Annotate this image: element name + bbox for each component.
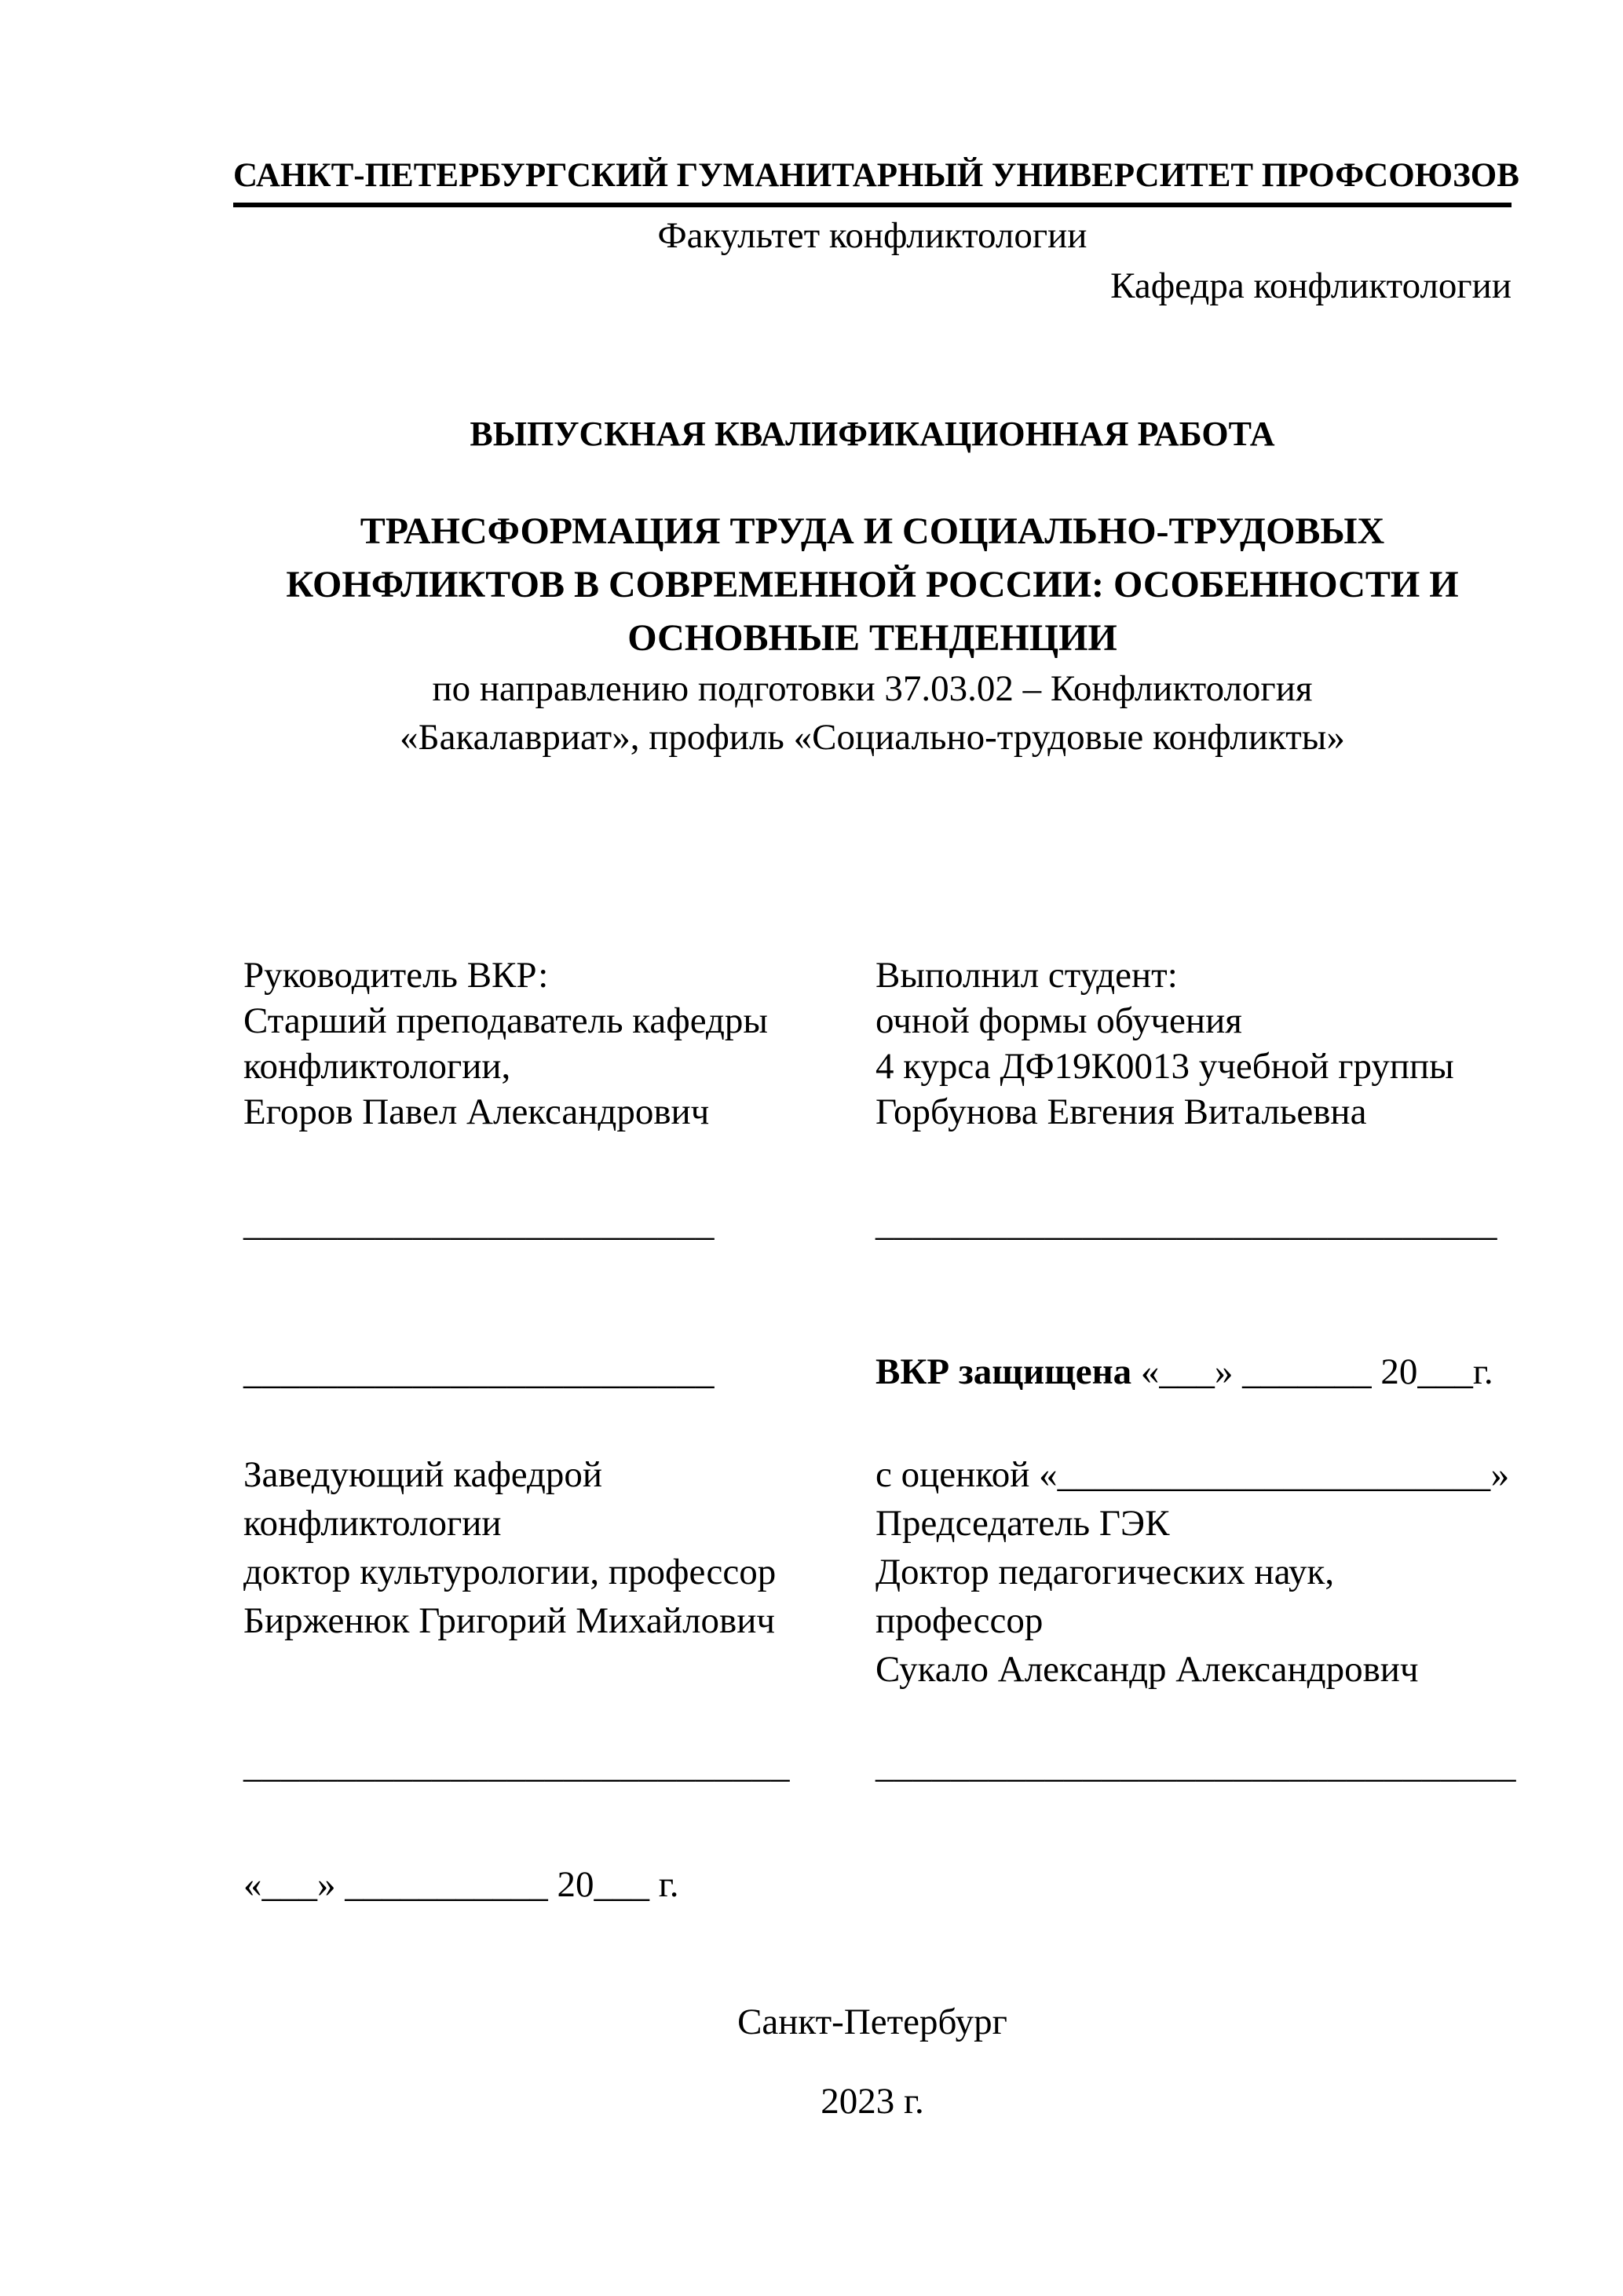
supervisor-signature-line: _________________________ [243, 1203, 715, 1244]
student-block [875, 952, 1515, 1135]
department-head-line: конфликтологии [243, 1503, 502, 1544]
work-type-heading: ВЫПУСКНАЯ КВАЛИФИКАЦИОННАЯ РАБОТА [470, 415, 1275, 453]
student-details-line: 4 курса ДФ19К0013 учебной группы [875, 1046, 1454, 1087]
department-name: Кафедра конфликтологии [1110, 265, 1512, 306]
supervisor-role-label: Руководитель ВКР: [243, 955, 549, 996]
grade-suffix: » [1490, 1454, 1510, 1495]
commission-signature-line: __________________________________ [875, 1745, 1516, 1786]
department-head-signature-line: _____________________________ [243, 1745, 790, 1786]
thesis-title [233, 505, 1512, 665]
defense-date-line [875, 1349, 1515, 1395]
department-head-name: Бирженюк Григорий Михайлович [243, 1600, 776, 1641]
commission-line: Председатель ГЭК [875, 1503, 1170, 1544]
commission-line: профессор [875, 1600, 1044, 1641]
year-label: 2023 г. [821, 2081, 924, 2122]
thesis-title-line: ОСНОВНЫЕ ТЕНДЕНЦИИ [627, 617, 1117, 659]
grade-line [875, 1450, 1515, 1499]
thesis-title-line: КОНФЛИКТОВ В СОВРЕМЕННОЙ РОССИИ: ОСОБЕННОСТИ И [286, 564, 1459, 605]
supervisor-block [243, 952, 840, 1135]
commission-chairman-name: Сукало Александр Александрович [875, 1649, 1419, 1690]
program-info [233, 664, 1512, 762]
student-details-line: очной формы обучения [875, 1000, 1242, 1041]
university-name: САНКТ-ПЕТЕРБУРГСКИЙ ГУМАНИТАРНЫЙ УНИВЕРСИТЕТ ПРОФСОЮЗОВ [233, 157, 1519, 194]
supervisor-signature-line-2: _________________________ [243, 1351, 715, 1392]
defense-date-blanks: «___» _______ 20___г. [1131, 1351, 1493, 1392]
student-signature-line: _________________________________ [875, 1203, 1497, 1244]
student-role-label: Выполнил студент: [875, 955, 1178, 996]
student-name: Горбунова Евгения Витальевна [875, 1091, 1367, 1132]
grade-blank: _______________________ [1057, 1454, 1491, 1495]
thesis-title-line: ТРАНСФОРМАЦИЯ ТРУДА И СОЦИАЛЬНО-ТРУДОВЫХ [360, 510, 1385, 552]
header-rule [233, 203, 1512, 207]
program-profile: «Бакалавриат», профиль «Социально-трудовые конфликты» [400, 717, 1345, 758]
defense-date-label: ВКР защищена [875, 1351, 1132, 1392]
grade-prefix: с оценкой « [875, 1454, 1058, 1495]
department-head-block [243, 1450, 840, 1645]
city-label: Санкт-Петербург [737, 2002, 1007, 2042]
program-direction: по направлению подготовки 37.03.02 – Конфликтология [432, 668, 1313, 709]
department-head-line: доктор культурологии, профессор [243, 1552, 777, 1592]
supervisor-position-line: конфликтологии, [243, 1046, 511, 1087]
supervisor-name: Егоров Павел Александрович [243, 1091, 710, 1132]
department-head-line: Заведующий кафедрой [243, 1454, 603, 1495]
grade-and-commission-block [875, 1450, 1515, 1694]
faculty-name: Факультет конфликтологии [657, 215, 1087, 256]
approval-date-line: «___» ___________ 20___ г. [243, 1864, 679, 1905]
supervisor-position-line: Старший преподаватель кафедры [243, 1000, 768, 1041]
commission-line: Доктор педагогических наук, [875, 1552, 1335, 1592]
